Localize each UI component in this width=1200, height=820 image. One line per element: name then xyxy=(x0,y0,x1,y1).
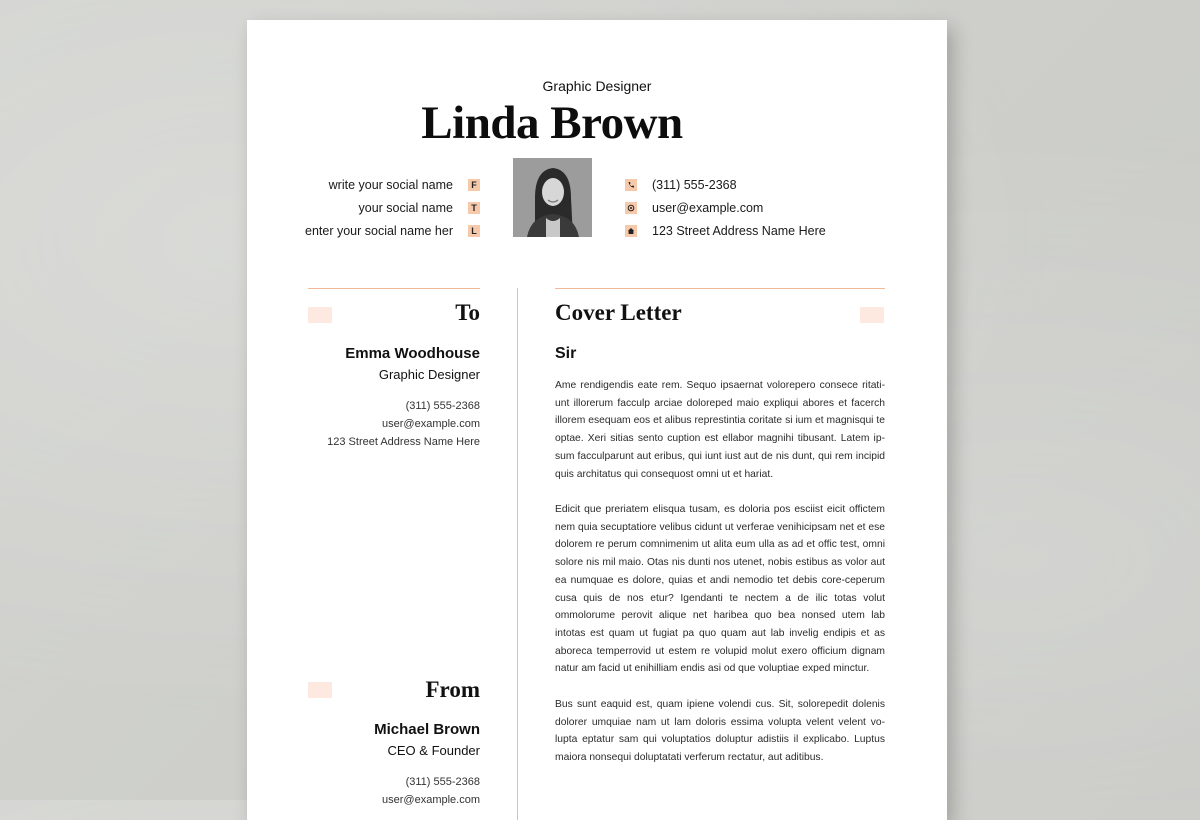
sender-role: CEO & Founder xyxy=(387,743,480,758)
recipient-email: user@example.com xyxy=(382,418,480,430)
social-facebook-label[interactable]: write your social name xyxy=(328,178,453,192)
letter-salutation: Sir xyxy=(555,345,577,362)
to-accent-tab xyxy=(308,307,332,323)
sender-phone: (311) 555-2368 xyxy=(405,776,480,788)
letter-paragraph-1: Ame rendigendis eate rem. Sequo ipsaernat volorepero consece ritati-unt illorerum facculp arciae doloreped maio expliqui abores et facerch illorem esequam eos et alibus represtintia coritate si ium et magnisqui te optae. Xeri sitias sento cuption est ellabor magnihi tibusant. Latem ip-sum facculparunt aut eribus, qui iunt iust aut de nis dunt, qui rem incipid quis architatus qui consequost omni ut et hariat. xyxy=(555,380,885,480)
from-accent-tab xyxy=(308,682,332,698)
sender-name: Michael Brown xyxy=(374,721,480,738)
social-twitter-label[interactable]: your social name xyxy=(358,201,453,215)
recipient-name: Emma Woodhouse xyxy=(345,345,480,362)
email-icon xyxy=(625,202,637,214)
column-divider xyxy=(517,288,518,820)
contact-email[interactable]: user@example.com xyxy=(652,201,764,215)
from-heading: From xyxy=(425,677,480,702)
social-linkedin-label[interactable]: enter your social name her xyxy=(305,224,453,238)
left-divider xyxy=(308,288,480,289)
profile-photo xyxy=(513,158,592,237)
phone-icon xyxy=(625,179,637,191)
job-title: Graphic Designer xyxy=(542,78,652,94)
home-icon xyxy=(625,225,637,237)
linkedin-icon[interactable]: L xyxy=(468,225,480,237)
twitter-icon[interactable]: T xyxy=(468,202,480,214)
recipient-address: 123 Street Address Name Here xyxy=(327,436,480,448)
sender-email: user@example.com xyxy=(382,794,480,806)
contact-address[interactable]: 123 Street Address Name Here xyxy=(652,224,826,238)
letter-paragraph-2: Edicit que preriatem elisqua tusam, es doloria pos esciist eicit offictem nem quia secuptatiore velibus cidunt ut verferae venihicipsam net et ese dolorem re perum comnimenim ut alita eum ulla as ad et offic test, omni solore nis mil maio. Otas nis dunti nos utenet, nobis estibus as volor aut ea numquae es dolore, quias et andi nemodio tet debis core-ceperum cusa quis de nos etur? Igendanti te nectem a de ilic totas volut ommolorume perovit alique net haribea quo bea nonsed utem lab intotas est quam ut fugiat pa quo quam aut lab invelig endipis et as aboreca temperrovid ut estem re volupid molut exero officium dignam natur am facid ut enihilliam endis asi od que voluptiae exped minctur. xyxy=(555,504,885,675)
to-heading: To xyxy=(455,300,480,325)
letter-accent-tab xyxy=(860,307,884,323)
contact-phone[interactable]: (311) 555-2368 xyxy=(652,178,737,192)
candidate-name: Linda Brown xyxy=(421,97,683,149)
letter-paragraph-3: Bus sunt eaquid est, quam ipiene volendi cus. Sit, solorepedit dolenis dolorer umquiae nam ut lam doloris essima volupta velent velent vo-lupta eptatur sam qui voluptatios doluptur adistiis il explicabo. Luptus maiora nonsequi doluptatati verferum rectatur, aut aditibus. xyxy=(555,699,885,764)
right-divider xyxy=(555,288,885,289)
cover-letter-heading: Cover Letter xyxy=(555,300,682,325)
resume-page xyxy=(247,20,947,820)
recipient-phone: (311) 555-2368 xyxy=(405,400,480,412)
facebook-icon[interactable]: F xyxy=(468,179,480,191)
recipient-role: Graphic Designer xyxy=(378,367,480,382)
